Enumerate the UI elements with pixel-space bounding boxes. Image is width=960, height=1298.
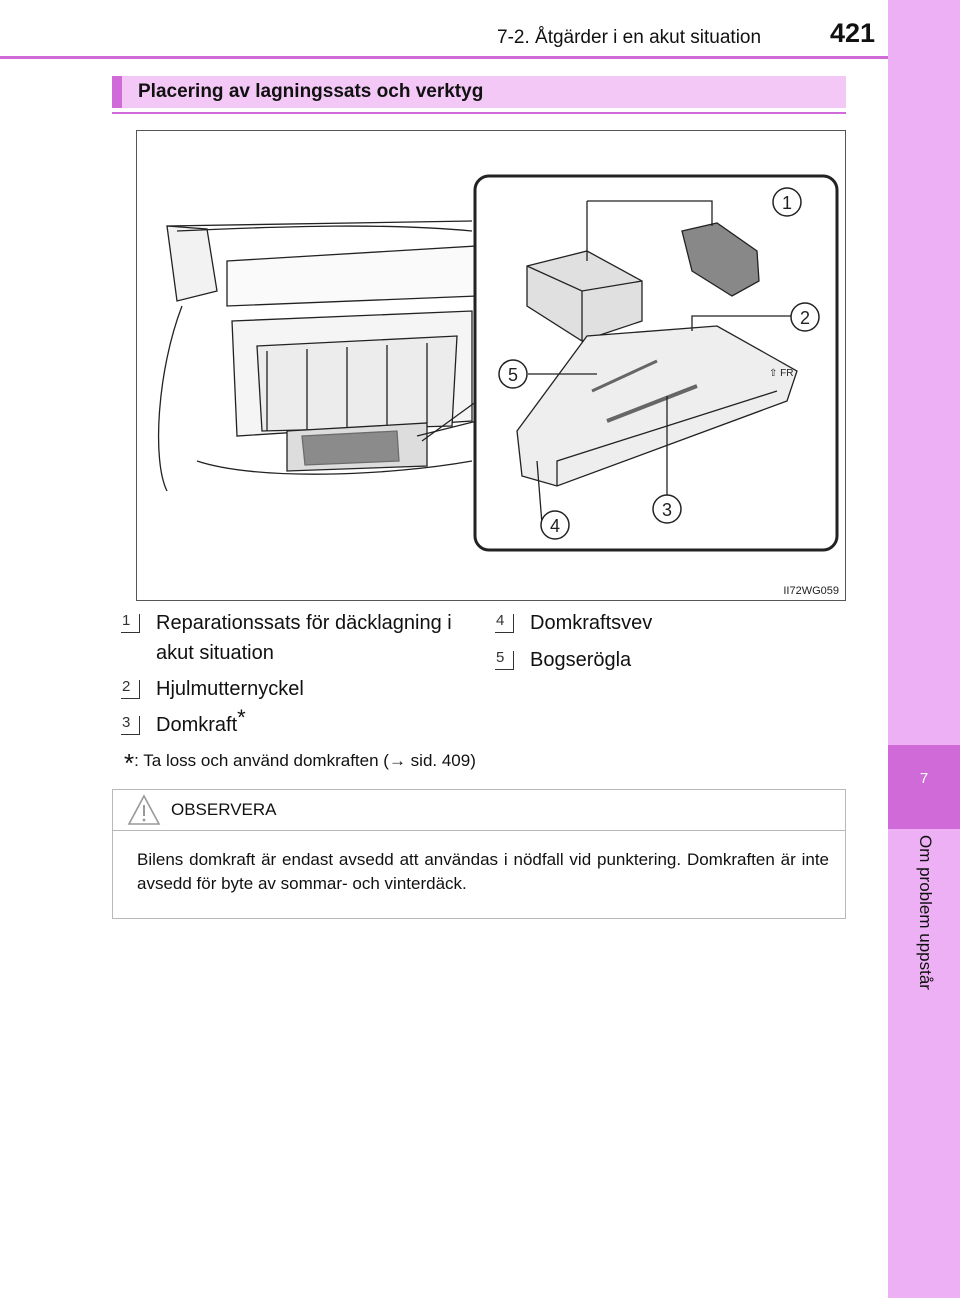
caution-title: OBSERVERA xyxy=(171,800,277,819)
legend-item-3 xyxy=(118,705,466,740)
caution-box xyxy=(112,789,846,919)
footnote-text: : Ta loss och använd domkraften (→ sid. 409) xyxy=(134,751,476,770)
legend-text: Domkraft* xyxy=(156,705,246,736)
caution-body: Bilens domkraft är endast avsedd att användas i nödfall vid punktering. Domkraften är inte avsedd för byte av sommar- och vinterdäck. xyxy=(137,850,829,893)
section-underline xyxy=(112,112,846,114)
trunk-illustration xyxy=(137,131,845,600)
legend-item-4 xyxy=(492,608,840,638)
figure-code: II72WG059 xyxy=(783,585,839,597)
warning-triangle-icon xyxy=(127,794,161,826)
svg-text:3: 3 xyxy=(661,500,673,520)
svg-text:4: 4 xyxy=(549,516,561,536)
svg-text:5: 5 xyxy=(507,365,519,385)
legend-text: Hjulmutternyckel xyxy=(156,678,304,700)
section-heading-text: Placering av lagningssats och verktyg xyxy=(138,81,484,102)
svg-text:2: 2 xyxy=(799,308,811,328)
chapter-number: 7 xyxy=(919,770,929,787)
legend-number-box: 1 xyxy=(118,611,142,635)
section-heading xyxy=(112,76,846,108)
footnote xyxy=(124,748,476,779)
chapter-title: Om problem uppstår xyxy=(916,835,935,990)
caution-header xyxy=(113,790,845,831)
legend-number-box: 2 xyxy=(118,677,142,701)
header-section-title: 7-2. Åtgärder i en akut situation xyxy=(497,27,762,48)
tool-location-figure xyxy=(136,130,846,601)
footnote-asterisk: * xyxy=(124,748,135,778)
fr-label: ⇧ FR xyxy=(769,368,794,379)
legend-item-2 xyxy=(118,674,466,704)
svg-text:1: 1 xyxy=(781,193,793,213)
chapter-side-bar xyxy=(888,0,960,1298)
legend-text: Reparationssats för däcklagning i akut situation xyxy=(156,612,452,664)
legend-item-5 xyxy=(492,645,840,675)
legend-number-box: 5 xyxy=(492,648,516,672)
asterisk-mark: * xyxy=(237,705,246,731)
legend-text: Bogserögla xyxy=(530,649,632,671)
legend-number-box: 3 xyxy=(118,713,142,737)
chapter-tab-active[interactable] xyxy=(888,745,960,829)
legend-number-box: 4 xyxy=(492,611,516,635)
header-divider xyxy=(0,56,888,59)
legend-item-1 xyxy=(118,608,466,668)
legend-text: Domkraftsvev xyxy=(530,612,653,634)
page-number: 421 xyxy=(830,18,876,48)
